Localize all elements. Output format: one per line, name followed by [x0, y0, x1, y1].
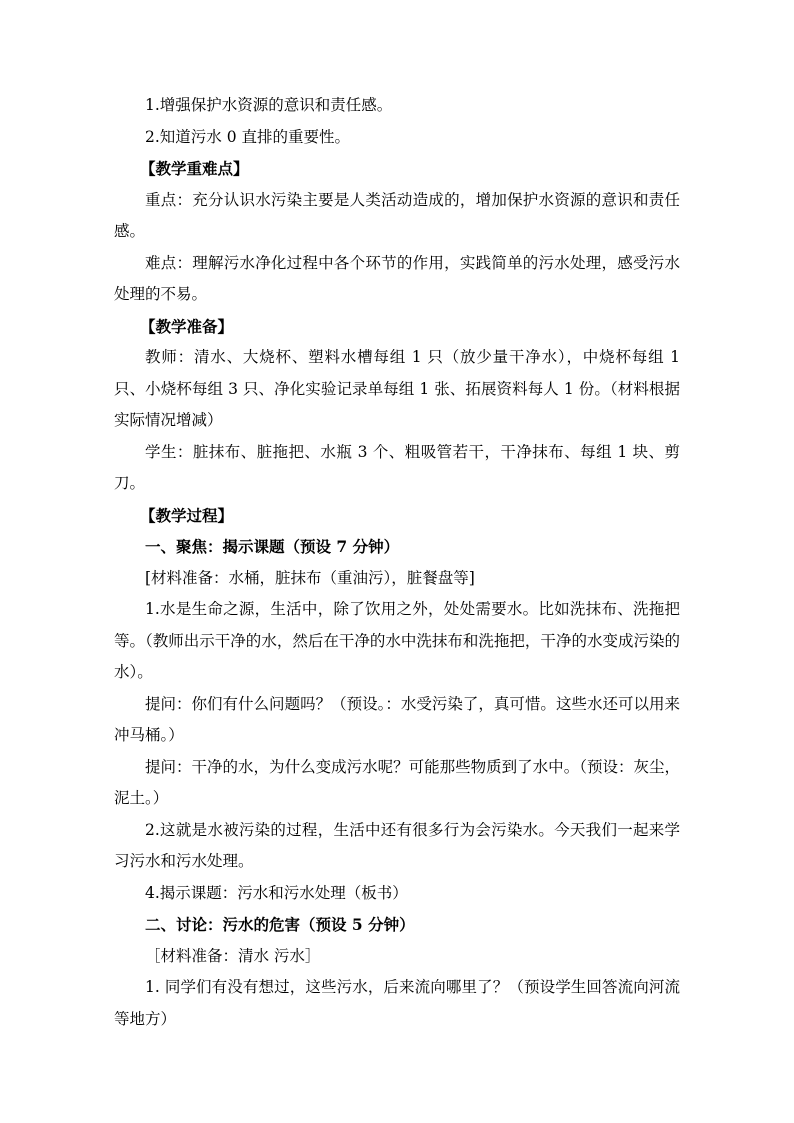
document-page — [114, 90, 680, 1035]
section-heading-key-points: 【教学重难点】 — [140, 159, 249, 178]
goal-item-2: 2.知道污水 0 直排的重要性。 — [145, 127, 351, 146]
section-heading-process: 【教学过程】 — [140, 505, 234, 525]
step-heading-discussion: 二、讨论：污水的危害（预设 5 分钟） — [145, 915, 415, 934]
question-paragraph-1: 提问：你们有什么问题吗？（预设。：水受污染了，真可惜。这些水还可以用来冲马桶。） — [114, 694, 680, 744]
step-heading-focus: 一、聚焦：揭示课题（预设 7 分钟） — [145, 537, 400, 556]
materials-note-1: [材料准备：水桶，脏抹布（重油污），脏餐盘等] — [145, 568, 475, 587]
process-paragraph-4: 4.揭示课题：污水和污水处理（板书） — [145, 883, 408, 902]
process-paragraph-1: 1.水是生命之源，生活中，除了饮用之外，处处需要水。比如洗抹布、洗拖把等。（教师出示干净的水，然后在干净的水中洗抹布和洗拖把，干净的水变成污染的水）。 — [114, 600, 680, 681]
goal-item-1: 1.增强保护水资源的意识和责任感。 — [145, 96, 393, 114]
difficulty-paragraph: 难点：理解污水净化过程中各个环节的作用，实践简单的污水处理，感受污水处理的不易。 — [114, 253, 680, 303]
student-materials-paragraph: 学生：脏抹布、脏拖把、水瓶 3 个、粗吸管若干，干净抹布、每组 1 块、剪刀。 — [114, 442, 680, 492]
key-point-paragraph: 重点：充分认识水污染主要是人类活动造成的，增加保护水资源的意识和责任感。 — [114, 190, 680, 240]
process-paragraph-2: 2.这就是水被污染的过程，生活中还有很多行为会污染水。今天我们一起来学习污水和污水处理。 — [114, 820, 680, 870]
materials-note-2: ［材料准备：清水 污水］ — [145, 946, 321, 965]
question-paragraph-2: 提问：干净的水，为什么变成污水呢？可能那些物质到了水中。（预设：灰尘，泥土。） — [114, 757, 680, 807]
discussion-paragraph-1: 1. 同学们有没有想过，这些污水，后来流向哪里了？（预设学生回答流向河流等地方） — [114, 978, 680, 1028]
teacher-materials-paragraph: 教师：清水、大烧杯、塑料水槽每组 1 只（放少量干净水），中烧杯每组 1 只、小烧杯每组 3 只、净化实验记录单每组 1 张、拓展资料每人 1 份。（材料根据实际情况增减） — [114, 348, 680, 429]
section-heading-preparation: 【教学准备】 — [140, 316, 234, 336]
